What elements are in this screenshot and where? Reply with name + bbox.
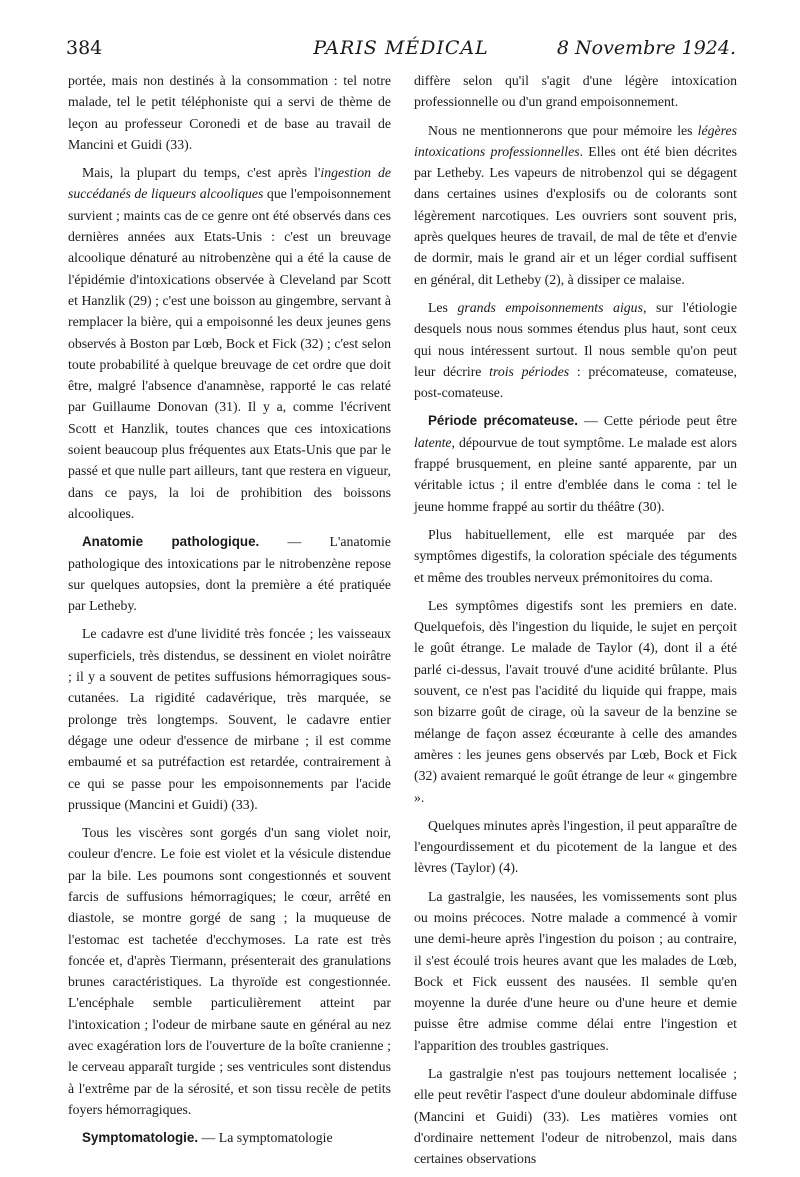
- paragraph: diffère selon qu'il s'agit d'une légère intoxication professionnelle ou d'un grand empoisonnement.: [414, 73, 737, 110]
- running-header: [66, 34, 736, 64]
- left-column: [68, 70, 391, 1156]
- section-heading: Anatomie pathologique.: [82, 534, 260, 550]
- paragraph: Quelques minutes après l'ingestion, il peut apparaître de l'engourdissement et du picotement de la langue et des lèvres (Taylor) (4).: [414, 817, 737, 876]
- right-column: [414, 70, 737, 1177]
- page-number: 384: [66, 37, 103, 59]
- paragraph: Les grands empoisonnements aigus, sur l'étiologie desquels nous nous sommes étendus plus haut, sont ceux qui nous intéressent surtout. Il nous semble qu'on peut leur décrire trois périodes : précomateuse, comateuse, post-comateuse.: [414, 299, 738, 401]
- paragraph: Tous les viscères sont gorgés d'un sang violet noir, couleur d'encre. Le foie est violet et la vésicule distendue par la bile. Les poumons sont congestionnés et souvent farcis de suffusions hémorragiques; le cœur, arrêté en diastole, se montre gorgé de sang ; la muqueuse de l'estomac est tachetée d'ecchymoses. La rate est très foncée et, d'après Tiermann, présenterait des granulations brunes caractéristiques. La thyroïde est congestionnée. L'encéphale semble particulièrement atteint par l'intoxication ; l'odeur de mirbane saute en général au nez avec exagération lors de l'ouverture de la boîte cranienne ; le cerveau apparaît turgide ; ses ventricules sont distendus à l'extrême par de la sérosité, et son tissu recèle de petits foyers hémorragiques.: [68, 825, 391, 1117]
- section-periode-precomateuse: Période précomateuse. — Cette période peut être latente, dépourvue de tout symptôme. Le malade est alors frappé brusquement, en pleine santé apparente, par un véritable ictus ; il entre d'emblée dans le coma : tel le jeune homme frappé au sortir du théâtre (30).: [414, 413, 737, 514]
- paragraph: La gastralgie n'est pas toujours nettement localisée ; elle peut revêtir l'aspect d'une douleur abdominale diffuse (Mancini et Guidi) (33). Les matières vomies ont d'ordinaire nettement l'odeur de nitrobenzol, mais dans certaines observations: [414, 1066, 737, 1167]
- paragraph: Mais, la plupart du temps, c'est après l'ingestion de succédanés de liqueurs alcooliques que l'empoisonnement survient ; maints cas de ce genre ont été observés dans ces dernières années aux Etats-Unis : c'est un breuvage alcoolique dénaturé au nitrobenzène qui a été la cause de l'épidémie d'intoxications observée à Cleveland par Scott et Hanzlik (29) ; c'est une boisson au gingembre, servant à remplacer la bière, qui a empoisonné les deux jeunes gens observés à Boston par Lœb, Bock et Fick (32) ; c'est selon toute probabilité à quelque breuvage de cet ordre que doit être, malgré l'absence d'anamnèse, rapporté le cas relaté par Guillaume Donovan (31). Il y a, comme l'écrivent Scott et Hanzlik, toutes chances que ces intoxications soient beaucoup plus fréquentes aux Etats-Unis que par le passé et que nulle part ailleurs, tant que restera en vigueur, dans ce pays, la loi de prohibition des boissons alcooliques.: [68, 165, 391, 521]
- issue-date: 8 Novembre 1924.: [556, 37, 736, 59]
- paragraph: Les symptômes digestifs sont les premiers en date. Quelquefois, dès l'ingestion du liquide, le sujet en perçoit le goût étrange. Le malade de Taylor (4), dont il a été parlé ci-dessus, l'avait trouvé d'une acidité brûlante. Plus souvent, ce n'est pas l'acidité du liquide qui frappe, mais son bizarre goût de cirage, où la saveur de la benzine se mélange de façon assez écœurante à celle des amandes amères : les jeunes gens observés par Lœb, Bock et Fick (32) avaient remarqué le goût étrange de leur « gingembre ».: [414, 597, 737, 805]
- section-heading: Période précomateuse.: [428, 413, 578, 429]
- section-anatomie-pathologique: Anatomie pathologique. — L'anatomie pathologique des intoxications par le nitrobenzène repose sur quelques autopsies, dont la première a été pratiquée par Letheby.: [68, 534, 391, 614]
- paragraph: portée, mais non destinés à la consommation : tel notre malade, tel le petit téléphoniste qui a servi de thème de leçon au professeur Coronedi et de base au travail de Mancini et Guidi (33).: [68, 73, 391, 152]
- section-heading: Symptomatologie.: [82, 1130, 199, 1146]
- journal-title: PARIS MÉDICAL: [313, 37, 489, 59]
- paragraph: Plus habituellement, elle est marquée par des symptômes digestifs, la coloration spéciale des téguments et même des troubles nerveux prémonitoires du coma.: [414, 526, 737, 585]
- paragraph: Le cadavre est d'une lividité très foncée ; les vaisseaux superficiels, très distendus, se dessinent en violet noirâtre ; il y a souvent de petites suffusions hémorragiques sous-cutanées. La rigidité cadavérique, très marquée, se prolonge très longtemps. Souvent, le cadavre entier dégage une odeur d'essence de mirbane ; il est comme embaumé et sa putréfaction est retardée, contrairement à ce qui se passe pour les empoisonnements par l'acide prussique (Mancini et Guidi) (33).: [68, 626, 391, 812]
- paragraph: Nous ne mentionnerons que pour mémoire les légères intoxications professionnelles. Elles ont été bien décrites par Letheby. Les vapeurs de nitrobenzol qui se dégagent dans certaines usines d'explosifs ou de colorants sont légèrement narcotiques. Les ouvriers sont souvent pris, après quelques heures de travail, de mal de tête et d'envie de dormir, mais le grand air et un léger cordial suffisent en général, dit Letheby (2), à dissiper ce malaise.: [414, 122, 737, 287]
- paragraph: La gastralgie, les nausées, les vomissements sont plus ou moins précoces. Notre malade a commencé à vomir une demi-heure après l'ingestion du poison ; au contraire, il s'est écoulé trois heures avant que les malades de Lœb, Bock et Fick eussent des nausées. Il semble qu'en moyenne la durée d'une heure ou d'une heure et demie puisse être admise comme délai entre l'ingestion et l'apparition des troubles gastriques.: [414, 888, 737, 1053]
- section-symptomatologie: Symptomatologie. — La symptomatologie: [82, 1130, 333, 1146]
